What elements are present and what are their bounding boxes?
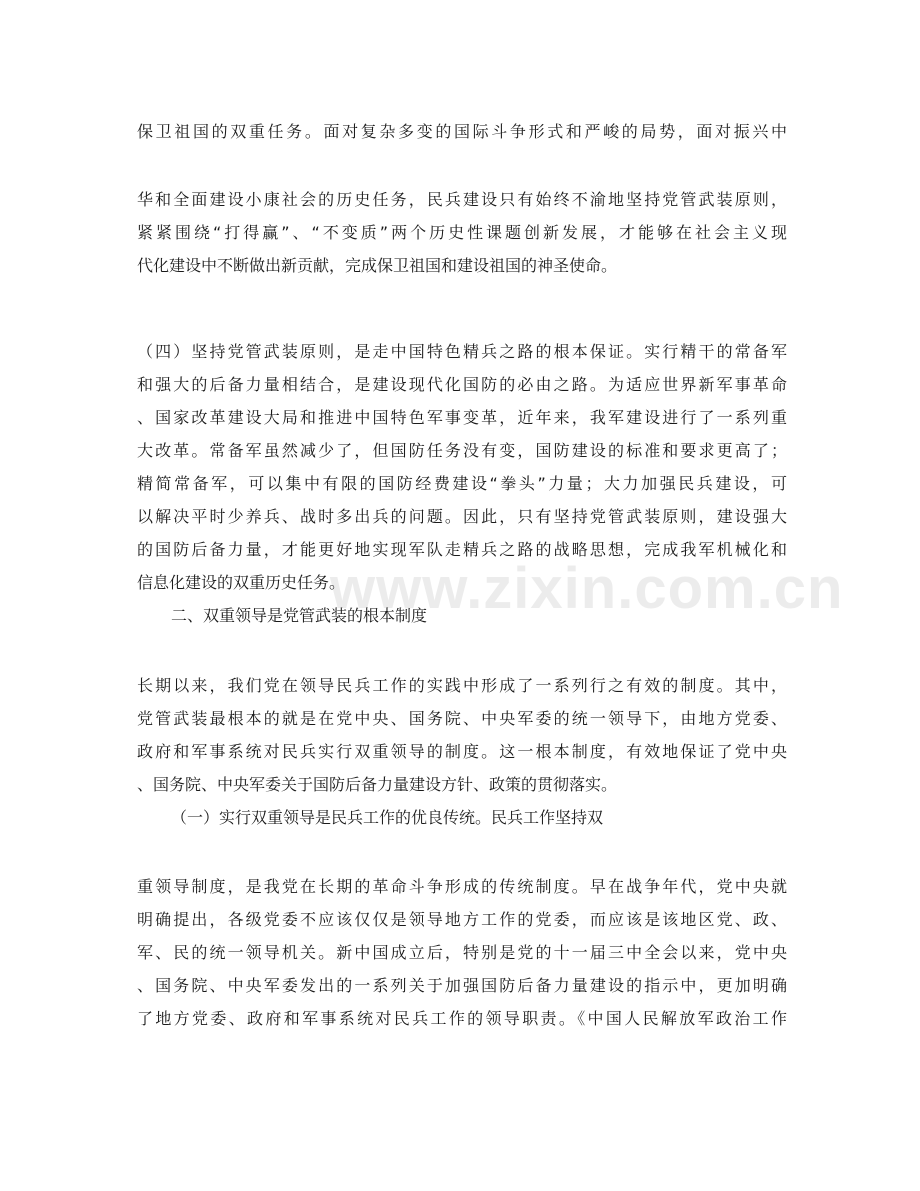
text-line: 长期以来，我们党在领导民兵工作的实践中形成了一系列行之有效的制度。其中， xyxy=(137,676,787,695)
text-line: 军、民的统一领导机关。新中国成立后，特别是党的十一届三中全会以来，党中央 xyxy=(137,943,787,962)
text-line: 以解决平时少养兵、战时多出兵的问题。因此，只有坚持党管武装原则，建设强大 xyxy=(137,507,787,526)
text-line: 精简常备军，可以集中有限的国防经费建设“拳头”力量；大力加强民兵建设，可 xyxy=(137,474,787,493)
text-line: 明确提出，各级党委不应该仅仅是领导地方工作的党委，而应该是该地区党、政、 xyxy=(137,910,787,929)
text-line: 政府和军事系统对民兵实行双重领导的制度。这一根本制度，有效地保证了党中央 xyxy=(137,742,787,761)
text-line: 和强大的后备力量相结合，是建设现代化国防的必由之路。为适应世界新军事革命 xyxy=(137,375,787,394)
text-line: 保卫祖国的双重任务。面对复杂多变的国际斗争形式和严峻的局势，面对振兴中 xyxy=(137,122,787,141)
text-line: 信息化建设的双重历史任务。 xyxy=(137,573,346,592)
text-line: （四）坚持党管武装原则，是走中国特色精兵之路的根本保证。实行精干的常备军 xyxy=(137,342,787,361)
text-line: 的国防后备力量，才能更好地实现军队走精兵之路的战略思想，完成我军机械化和 xyxy=(137,540,787,559)
text-line: 党管武装最根本的就是在党中央、国务院、中央军委的统一领导下，由地方党委、 xyxy=(137,709,787,728)
text-line: 了地方党委、政府和军事系统对民兵工作的领导职责。《中国人民解放军政治工作 xyxy=(137,1009,787,1028)
text-line: 大改革。常备军虽然减少了，但国防任务没有变，国防建设的标准和要求更高了； xyxy=(137,441,787,460)
section-heading: 二、双重领导是党管武装的根本制度 xyxy=(171,606,428,625)
text-line: 代化建设中不断做出新贡献，完成保卫祖国和建设祖国的神圣使命。 xyxy=(137,256,618,275)
text-line: 华和全面建设小康社会的历史任务，民兵建设只有始终不渝地坚持党管武装原则， xyxy=(137,190,787,209)
watermark: www.zixin.com.cn xyxy=(330,556,844,621)
text-line: 紧紧围绕“打得赢”、“不变质”两个历史性课题创新发展，才能够在社会主义现 xyxy=(137,223,787,242)
text-line: 、国务院、中央军委发出的一系列关于加强国防后备力量建设的指示中，更加明确 xyxy=(137,976,787,995)
text-line: 重领导制度，是我党在长期的革命斗争形成的传统制度。早在战争年代，党中央就 xyxy=(137,877,787,896)
text-line: 、国家改革建设大局和推进中国特色军事变革，近年来，我军建设进行了一系列重 xyxy=(137,408,787,427)
subsection-line: （一）实行双重领导是民兵工作的优良传统。民兵工作坚持双 xyxy=(171,808,604,827)
text-line: 、国务院、中央军委关于国防后备力量建设方针、政策的贯彻落实。 xyxy=(137,775,618,794)
